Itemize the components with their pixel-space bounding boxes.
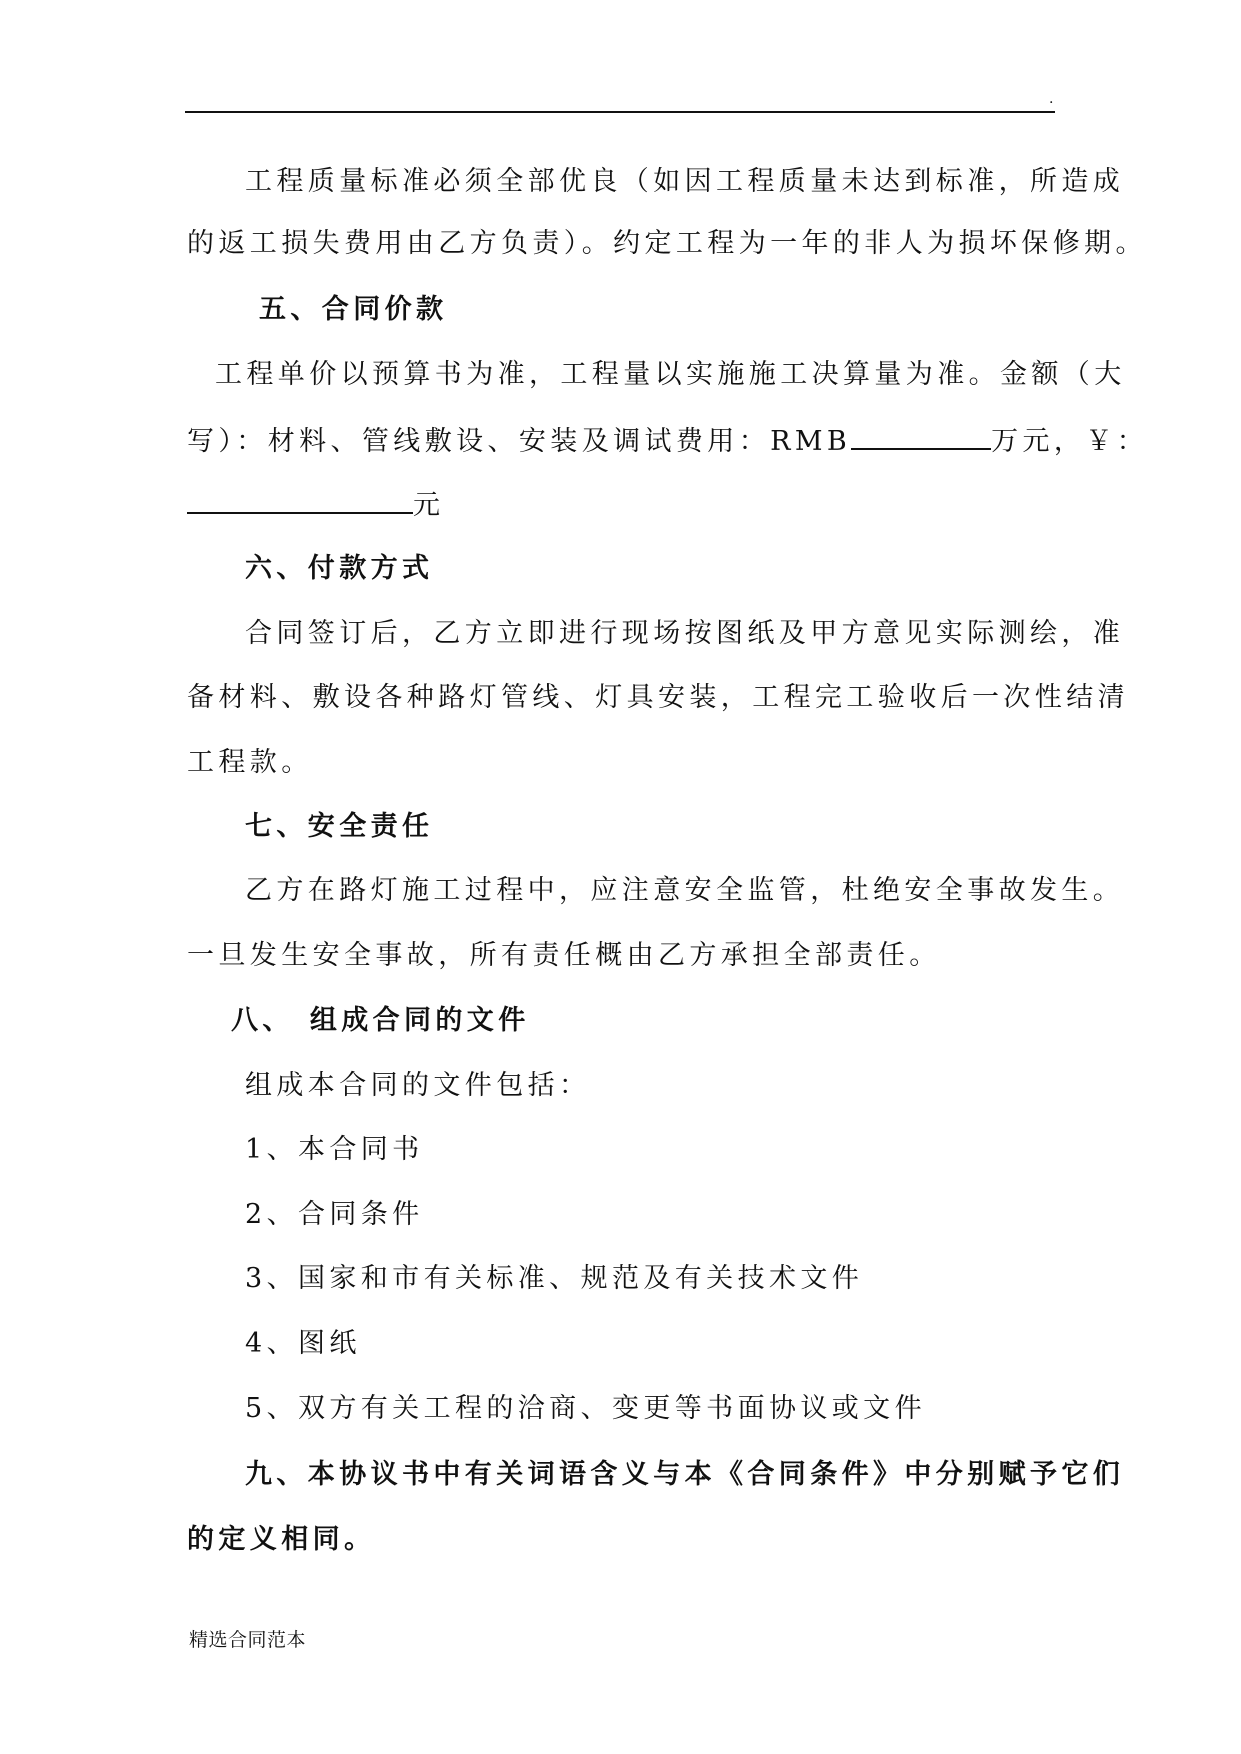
section-heading-8 — [231, 1001, 530, 1041]
price-unit-label: 万元，￥： — [991, 426, 1149, 457]
section-heading-6: 六、付款方式 — [245, 553, 434, 584]
paragraph-price-line-2 — [187, 420, 1148, 462]
yuan-unit-label: 元 — [413, 490, 445, 521]
paragraph-safety-line-2: 一旦发生安全事故，所有责任概由乙方承担全部责任。 — [187, 940, 941, 971]
paragraph-price-line-3 — [187, 484, 444, 526]
price-material-label: 写）：材料、管线敷设、安装及调试费用：RMB — [187, 426, 852, 457]
section-heading-7: 七、安全责任 — [245, 811, 434, 842]
footer-text: 精选合同范本 — [189, 1629, 307, 1651]
paragraph-payment-line-2: 备材料、敷设各种路灯管线、灯具安装，工程完工验收后一次性结清 — [187, 682, 1129, 713]
list-item: 4、图纸 — [245, 1328, 361, 1359]
list-item: 1、本合同书 — [245, 1134, 424, 1165]
paragraph-payment-line-1: 合同签订后，乙方立即进行现场按图纸及甲方意见实际测绘，准 — [245, 618, 1125, 649]
section-heading-9-line-1: 九、本协议书中有关词语含义与本《合同条件》中分别赋予它们 — [245, 1459, 1125, 1490]
rmb-amount-blank[interactable] — [851, 420, 991, 450]
header-dot: . — [1049, 91, 1054, 107]
paragraph-documents-intro: 组成本合同的文件包括： — [245, 1070, 591, 1101]
paragraph-price-line-1: 工程单价以预算书为准，工程量以实施施工决算量为准。金额（大 — [215, 359, 1126, 390]
section-heading-8-number: 八、 — [231, 1005, 294, 1036]
yuan-amount-blank[interactable] — [187, 484, 413, 514]
paragraph-quality-line-1: 工程质量标准必须全部优良（如因工程质量未达到标准，所造成 — [245, 166, 1125, 197]
section-heading-9-line-2: 的定义相同。 — [187, 1524, 376, 1555]
paragraph-quality-line-2: 的返工损失费用由乙方负责）。约定工程为一年的非人为损坏保修期。 — [187, 228, 1147, 259]
paragraph-safety-line-1: 乙方在路灯施工过程中，应注意安全监管，杜绝安全事故发生。 — [245, 875, 1125, 906]
section-heading-5: 五、合同价款 — [259, 294, 448, 325]
paragraph-payment-line-3: 工程款。 — [187, 747, 313, 778]
header-rule — [185, 111, 1055, 113]
list-item: 3、国家和市有关标准、规范及有关技术文件 — [245, 1263, 864, 1294]
section-heading-8-title: 组成合同的文件 — [309, 1005, 530, 1036]
list-item: 5、双方有关工程的洽商、变更等书面协议或文件 — [245, 1393, 926, 1424]
list-item: 2、合同条件 — [245, 1199, 424, 1230]
